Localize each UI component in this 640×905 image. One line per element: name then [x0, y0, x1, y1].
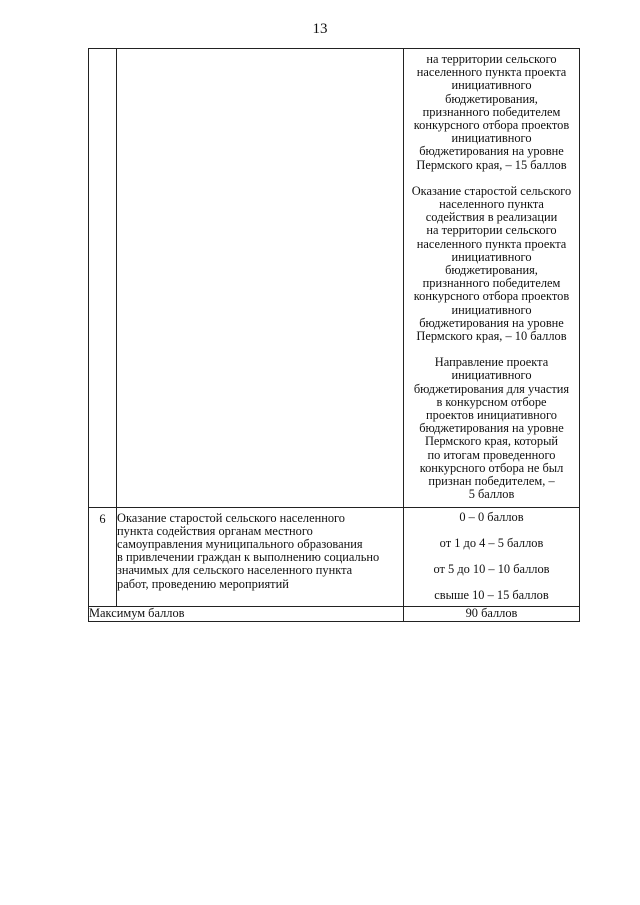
text-line: инициативного: [451, 368, 532, 383]
text-line: 5 баллов: [468, 487, 515, 502]
text-line: на территории сельского: [426, 52, 557, 66]
score-cell: [404, 49, 580, 508]
text-line: Пермского края, который: [424, 434, 559, 449]
text-line: в привлечении граждан к выполнению социально: [117, 550, 380, 565]
text-line: Пермского края, – 15 баллов: [416, 157, 567, 172]
text-line: населенного пункта проекта: [416, 236, 567, 251]
total-label: Максимум баллов: [89, 607, 404, 621]
text-line: признанного победителем: [422, 104, 561, 119]
description-cell: [117, 49, 404, 508]
text-line: бюджетирования для участия: [413, 381, 570, 396]
text-line: инициативного: [451, 249, 532, 264]
text-line: населенного пункта: [439, 197, 544, 212]
score-item: от 1 до 4 – 5 баллов: [439, 535, 544, 550]
table-row-continued: [89, 49, 580, 508]
score-paragraph: [404, 53, 579, 172]
text-line: инициативного: [451, 131, 532, 146]
text-line: проектов инициативного: [426, 408, 557, 423]
text-line: в конкурсном отборе: [436, 394, 547, 409]
text-line: по итогам проведенного: [427, 447, 556, 462]
text-line: инициативного: [451, 78, 532, 93]
table-row-6: [89, 507, 580, 607]
text-line: на территории сельского: [426, 223, 557, 238]
score-item: 0 – 0 баллов: [459, 509, 524, 524]
text-line: конкурсного отбора не был: [419, 460, 564, 475]
text-line: признанного победителем: [422, 276, 561, 291]
score-cell: [404, 507, 580, 607]
page-number: 13: [312, 21, 328, 37]
text-line: Оказание старостой сельского населенного: [117, 510, 345, 525]
table-row-total: [89, 607, 580, 621]
row-number: 6: [89, 507, 117, 607]
text-line: инициативного: [451, 302, 532, 317]
text-line: бюджетирования,: [445, 263, 538, 278]
score-item: свыше 10 – 15 баллов: [434, 588, 549, 603]
text-line: работ, проведению мероприятий: [117, 576, 289, 591]
text-line: бюджетирования,: [445, 91, 538, 106]
text-line: населенного пункта проекта: [416, 65, 567, 80]
text-line: конкурсного отбора проектов: [413, 289, 570, 304]
text-line: самоуправления муниципального образования: [117, 536, 363, 551]
total-value: 90 баллов: [404, 607, 580, 621]
score-paragraph: [404, 185, 579, 343]
text-line: бюджетирования на уровне: [419, 421, 564, 436]
text-line: бюджетирования на уровне: [419, 144, 564, 159]
score-list: [404, 508, 579, 607]
text-line: значимых для сельского населенного пункта: [117, 563, 353, 578]
score-paragraph: [404, 356, 579, 501]
text-line: конкурсного отбора проектов: [413, 118, 570, 133]
text-line: пункта содействия органам местного: [117, 523, 313, 538]
text-line: Оказание старостой сельского: [411, 183, 572, 198]
criterion-description: [117, 507, 404, 607]
score-item: от 5 до 10 – 10 баллов: [433, 562, 550, 577]
number-cell: [89, 49, 117, 508]
text-line: содействия в реализации: [425, 210, 558, 225]
text-line: признан победителем, –: [428, 474, 555, 489]
text-line: бюджетирования на уровне: [419, 315, 564, 330]
text-line: Пермского края, – 10 баллов: [416, 329, 567, 344]
text-line: Направление проекта: [434, 355, 549, 370]
criteria-table: [88, 48, 580, 622]
